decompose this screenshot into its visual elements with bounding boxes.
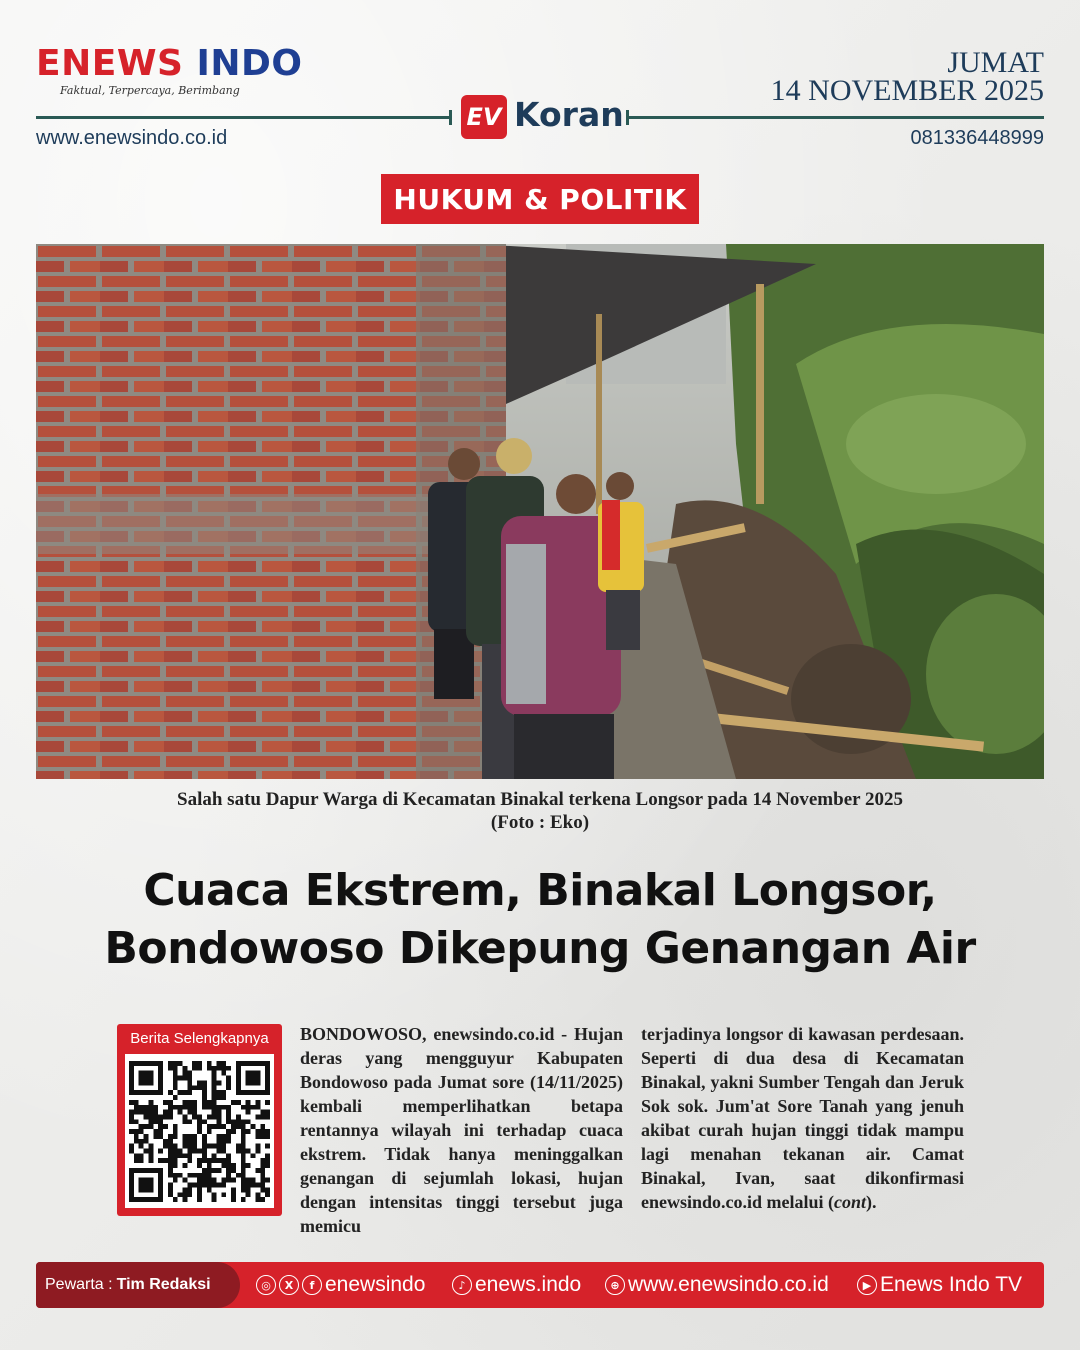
- article-cont-marker: cont: [834, 1192, 867, 1212]
- article-column-2: [641, 1022, 964, 1214]
- article-column-1: BONDOWOSO, enewsindo.co.id - Hujan deras yang mengguyur Kabupaten Bondowoso pada Jumat sore (14/11/2025) kembali memperlihatkan betapa rentannya wilayah ini terhadap cuaca ekstrem. Tidak hanya meninggalkan genangan di sejumlah lokasi, hujan dengan intensitas tinggi tersebut juga memicu: [300, 1024, 623, 1236]
- qr-label: Berita Selengkapnya: [130, 1030, 269, 1047]
- phone-number: 081336448999: [910, 127, 1044, 149]
- social-handle[interactable]: enewsindo: [325, 1273, 426, 1296]
- brand-tagline: Faktual, Terpercaya, Berimbang: [60, 84, 240, 97]
- photo-caption-line-1: Salah satu Dapur Warga di Kecamatan Binakal terkena Longsor pada 14 November 2025: [177, 789, 903, 810]
- photo-caption-line-2: (Foto : Eko): [490, 812, 590, 833]
- brand-part-1: ENEWS: [36, 43, 184, 84]
- tiktok-icon[interactable]: ♪: [452, 1275, 472, 1295]
- youtube-channel[interactable]: Enews Indo TV: [880, 1273, 1023, 1296]
- instagram-icon[interactable]: ◎: [256, 1275, 276, 1295]
- tiktok-link[interactable]: [452, 1262, 581, 1308]
- header-rule-cap-left: [449, 110, 452, 125]
- photo-caption: [36, 788, 1044, 834]
- brand-part-2: INDO: [196, 43, 303, 84]
- edition-label: Koran: [514, 95, 624, 134]
- globe-icon[interactable]: ⊕: [605, 1275, 625, 1295]
- website-link[interactable]: www.enewsindo.co.id: [36, 127, 228, 149]
- brand-logo: [36, 43, 303, 84]
- ev-logo-icon: EV: [461, 95, 507, 139]
- social-handle-group[interactable]: [256, 1262, 425, 1308]
- reporter-credit: [36, 1262, 240, 1308]
- header-rule-left: [36, 116, 451, 119]
- issue-day: JUMAT: [947, 46, 1044, 79]
- issue-date: 14 NOVEMBER 2025: [770, 74, 1044, 107]
- header-rule-right: [628, 116, 1044, 119]
- header-rule-cap-right: [626, 110, 629, 125]
- section-badge: HUKUM & POLITIK: [381, 174, 699, 224]
- web-url[interactable]: www.enewsindo.co.id: [628, 1273, 829, 1296]
- youtube-link[interactable]: [857, 1262, 1022, 1308]
- qr-code-icon[interactable]: [125, 1054, 274, 1208]
- headline-line-2: Bondowoso Dikepung Genangan Air: [104, 923, 976, 974]
- youtube-icon[interactable]: ▶: [857, 1275, 877, 1295]
- x-icon[interactable]: X: [279, 1275, 299, 1295]
- facebook-icon[interactable]: f: [302, 1275, 322, 1295]
- web-link[interactable]: [605, 1262, 829, 1308]
- headline-line-1: Cuaca Ekstrem, Binakal Longsor,: [143, 865, 937, 916]
- article-column-2-text: terjadinya longsor di kawasan perdesaan. Seperti di dua desa di Kecamatan Binakal, yakni Sumber Tengah dan Jeruk Sok sok. Jum'at Sore Tanah yang jenuh akibat curah hujan tinggi tidak mampu lagi menahan tekanan air. Camat Binakal, Ivan, saat dikonfirmasi enewsindo.co.id melalui (: [641, 1024, 964, 1212]
- news-photo: [36, 244, 1044, 779]
- reporter-name: Tim Redaksi: [116, 1276, 211, 1293]
- headline: [36, 862, 1044, 978]
- reporter-label: Pewarta :: [45, 1276, 113, 1293]
- article-column-2-end: ).: [866, 1192, 877, 1212]
- tiktok-handle[interactable]: enews.indo: [475, 1273, 582, 1296]
